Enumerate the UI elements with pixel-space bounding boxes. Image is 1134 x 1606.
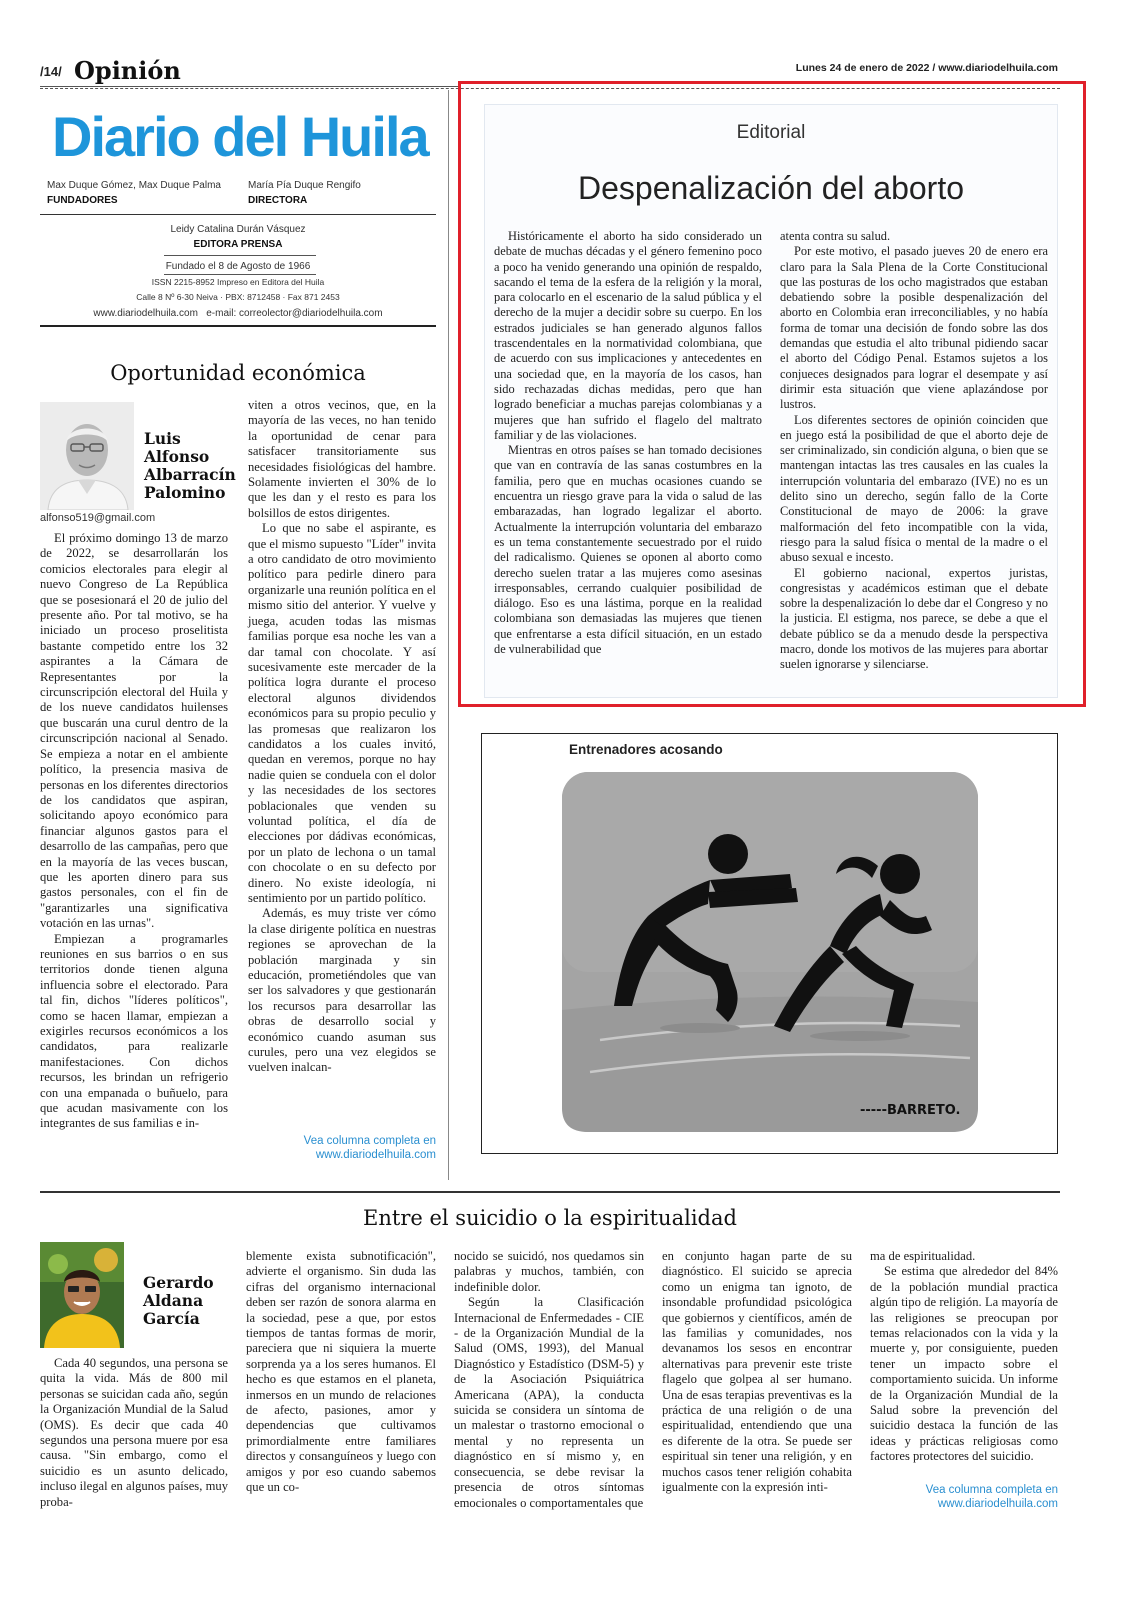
author1-name	[144, 430, 244, 502]
header-date: Lunes 24 de enero de 2022 / www.diariodelhuila.com	[795, 62, 1058, 74]
author2-name-line: Aldana	[143, 1291, 204, 1310]
editor-name: Leidy Catalina Durán Vásquez	[170, 224, 306, 235]
cartoon-image	[560, 770, 980, 1134]
address: Calle 8 Nº 6-30 Neiva · PBX: 8712458 · Fax 871 2453	[136, 292, 340, 302]
cartoon-signature: -----BARRETO.	[860, 1103, 961, 1118]
masthead-bottom-rule	[40, 325, 436, 327]
newspaper-logo: Diario del Huila	[52, 105, 428, 168]
author2-name-line: Gerardo	[143, 1273, 214, 1292]
paragraph: blemente exista subnotificación", advierte el organismo. Sin duda las cifras del organismo internacional deben ser razón de sonora alarma en la sociedad, pese a que, por estos tiempos de tantas formas de morir, pareciera que ni siquiera la muerte sorprenda ya a los seres humanos. El hecho es que estamos en el planeta, inmersos en un mundo de relaciones de afecto, pasiones, amor y dependencias que cultivamos primordialmente entre familiares directos y consanguíneos y luego con amigos y por eso cuando sabemos que un co-	[246, 1249, 436, 1495]
author1-photo	[40, 402, 134, 510]
director-role: DIRECTORA	[248, 195, 308, 206]
header-rule-solid	[40, 86, 460, 87]
paragraph: atenta contra su salud.	[780, 229, 891, 243]
editorial-title: Despenalización del aborto	[577, 170, 965, 206]
column2-text-5	[870, 1249, 1058, 1465]
section-title: Opinión	[74, 56, 181, 85]
paragraph: Cada 40 segundos, una persona se quita la vida. Más de 800 mil personas se suicidan cada año, según la Organización Mundial de la Salud (OMS). Es decir que cada 40 segundos una persona muere por esa causa. "Sin embargo, como el suicidio es un asunto delicado, incluso ilegal en algunos países, muy proba-	[40, 1356, 228, 1509]
column2-text-4	[662, 1249, 852, 1496]
paragraph: El gobierno nacional, expertos juristas, congresistas y académicos estiman que el debate sobre la despenalización lo debe dar el Congreso y no la justicia. El estigma, nos parece, se debe a que el debate público se da a menudo desde la perspectiva macro, donde los motivos de las mujeres para abortar suelen ignorarse y silenciarse.	[780, 565, 1048, 672]
bottom-section-rule	[40, 1191, 1060, 1193]
column1-text-right	[248, 398, 436, 1076]
masthead-rule	[40, 214, 436, 215]
director-name: María Pía Duque Rengifo	[248, 180, 361, 191]
paragraph: Además, es muy triste ver cómo la clase dirigente política en nuestras regiones se aprovechan de la población marginada y sin educación, prometiéndoles que van ser los salvadores y que gestionarán los recursos para desarrollar las obras de desarrollo social y económico cuando asuman sus curules, pero una vez elegidos se vuelven inalcan-	[248, 906, 436, 1075]
editor-rule	[164, 255, 316, 256]
paragraph: en conjunto hagan parte de su diagnóstico. El suicido se aprecia como un enigma tan ignoto, de insondable profundidad psicológica que gobiernos y científicos, amén de las familias y comunidades, nos devanamos los sesos en encontrar alternativas para prevenir este triste flagelo que golpea al ser humano. Una de esas terapias preventivas es la práctica de una religión o de una espiritualidad, entendiendo que una es diferente de la otra. Se puede ser espiritual sin tener una religión, y en muchos casos tener religión cohabita igualmente con la expresión inti-	[662, 1249, 852, 1495]
editorial-kicker: Editorial	[736, 122, 806, 143]
author2-name	[143, 1274, 243, 1328]
founded-rule	[164, 274, 316, 275]
editorial-text-right	[780, 229, 1048, 673]
issn: ISSN 2215-8952 Impreso en Editora del Huila	[151, 277, 325, 287]
paragraph: Empiezan a programarles reuniones en sus barrios o en sus territorios donde tienen alguna influencia sobre el electorado. Para tal fin, dichos "líderes políticos", como se hacen llamar, empiezan a exigirles recursos económicos a los candidatos, para realizarle manifestaciones. Con dichos recursos, les brindan un refrigerio con una empanada o buñuelo, para que acudan masivamente con los integrantes de sus familias e in-	[40, 931, 228, 1131]
author1-name-line: Alfonso	[144, 447, 210, 466]
founders-names: Max Duque Gómez, Max Duque Palma	[47, 180, 221, 191]
paragraph: Según la Clasificación Internacional de Enfermedades - CIE - de la Organización Mundial de la Salud (OMS, 1993), del Manual Diagnóstico y Estadístico (DSM-5) y de la Asociación Psiquiátrica Americana (APA), la conducta suicida se considera un síntoma de un malestar o trastorno emocional o mental y no representa un diagnóstico en sí mismo y, en consecuencia, se debe revisar la presencia de otros síntomas emocionales o comportamentales que	[454, 1295, 644, 1510]
column2-text-3	[454, 1249, 644, 1511]
author2-name-line: García	[143, 1309, 200, 1328]
author2-photo	[40, 1242, 124, 1348]
paragraph: ma de espiritualidad.	[870, 1249, 976, 1263]
paragraph: Lo que no sabe el aspirante, es que el mismo supuesto "Líder" invita a otro candidato de otro movimiento político para pedirle dinero para organizarle una reunión política en el mismo sitio del anterior. Y vuelve y juega, acuden todas las mismas familias porque esa noche les van a dar tamal con chocolate. Y así sucesivamente este mercader de la política logra durante el proceso electoral algunos dividendos económicos para su propio peculio y las promesas que realizaron los candidatos a los cuales invitó, quedan en veremos, porque no hay nadie quien se conduela con el dolor y las necesidades de los sectores poblacionales que venden su voluntad política, el día de elecciones por dádivas económicas, por un plato de lechona o un tamal con chocolate o en su defecto por dinero. No existe ideología, ni sentimiento por un partido político.	[248, 521, 436, 905]
author1-email[interactable]: alfonso519@gmail.com	[40, 512, 156, 524]
paragraph: El próximo domingo 13 de marzo de 2022, se desarrollarán los comicios electorales para elegir al nuevo Congreso de La República que se posesionará el 20 de julio del presente año. Por tal motivo, se ha iniciado un proceso proselitista bastante competido entre los 32 aspirantes a la Cámara de Representantes por la circunscripción electoral del Huila y de los nueve candidatos huilenses que buscarán una curul dentro de la circunscripción nacional al Senado. Se empieza a notar en el ambiente político, la presencia masiva de personas en los diferentes directorios de los candidatos que aspiran, solicitando apoyo económico para financiar algunos gastos para el desarrollo de las campañas, pero que en la mayoría de las veces buscan, que les aporten dinero para sus gastos personales, con el fin de "garantizarles una significativa votación en las urnas".	[40, 531, 228, 931]
contact-line: www.diariodelhuila.com e-mail: correolector@diariodelhuila.com	[93, 308, 383, 319]
column1-text-left	[40, 531, 228, 1132]
column2-text-2	[246, 1249, 436, 1496]
editorial-text-left	[494, 229, 762, 657]
author1-name-line: Albarracín	[144, 465, 236, 484]
cartoon-title: Entrenadores acosando	[569, 742, 723, 757]
column1-title: Oportunidad económica	[110, 361, 366, 385]
founders-role: FUNDADORES	[47, 195, 118, 206]
paragraph: Mientras en otros países se han tomado decisiones que van en contravía de las sanas costumbres en la familia, pero que en muchas ocasiones cuando se encuentra un riesgo grave para la vida o salud de las embarazadas, han logrado legalizar el aborto. Actualmente la interrupción voluntaria del embarazo es un tema constantemente secuestrado por el ruido del radicalismo. Quienes se oponen al aborto como derecho suelen tratar a las mujeres como asesinas irresponsables, cerrando cualquier posibilidad de diálogo. Eso es una lástima, porque en la realidad colombiana son demasiadas las mujeres que tienen que enfrentarse a esta difícil situación, en un estado de vulnerabilidad que	[494, 443, 762, 657]
page-number: /14/	[40, 64, 62, 79]
paragraph: Se estima que alrededor del 84% de la población mundial practica algún tipo de religión. La mayoría de las religiones se preocupan por temas relacionados con la vida y la muerte y, por consiguiente, pueden tener un impacto sobre el comportamiento suicida. Un informe de la Organización Mundial de la Salud sobre la prevención del suicidio destaca la función de las ideas y prácticas religiosas como factores protectores del suicidio.	[870, 1264, 1058, 1464]
author1-name-line: Luis	[144, 429, 181, 448]
paragraph: Por este motivo, el pasado jueves 20 de enero era claro para la Sala Plena de la Corte Constitucional que las posturas de los ocho magistrados que estaban debatiendo sobre la posible despenalización del aborto en Colombia eran irreconciliables, y no había forma de tomar una decisión de fondo sobre las dos demandas que estudia el alto tribunal pidiendo sacar el aborto del Código Penal. Estamos sujetos a los conjueces designados para lograr el desempate y así dirimir esta situación que viene aplazándose por lustros.	[780, 244, 1048, 412]
column2-title: Entre el suicidio o la espiritualidad	[363, 1206, 737, 1230]
column1-more-link[interactable]: Vea columna completa en www.diariodelhuila.com	[303, 1135, 436, 1161]
editor-role: EDITORA PRENSA	[193, 239, 283, 250]
paragraph: Históricamente el aborto ha sido considerado un debate de muchas décadas y el género femenino poco a poco ha venido generando una opinión de respaldo, sacando el tema de la esfera de la religión y la moral, para colocarlo en el escenario de la salud pública y el derecho de la mujer a decidir sobre su cuerpo. En los estrados judiciales se han generado algunos fallos trascendentales en la normatividad colombiana, que de acuerdo con sus implicaciones y antecedentes en una sociedad que, en la mayoría de los casos, han sido rechazadas dichas medidas, pero que han logrado beneficiar a muchas parejas colombianas y a mujeres que han sufrido el flagelo del maltrato familiar y de las violaciones.	[494, 229, 762, 442]
founded-date: Fundado el 8 de Agosto de 1966	[165, 261, 311, 272]
column-divider	[448, 90, 449, 1180]
author1-name-line: Palomino	[144, 483, 226, 502]
paragraph: nocido se suicidó, nos quedamos sin palabras y muchos, también, con indefinible dolor.	[454, 1249, 644, 1294]
column2-text-1	[40, 1356, 228, 1510]
paragraph: viten a otros vecinos, que, en la mayoría de las veces, no han tenido la oportunidad de cenar para satisfacer transitoriamente sus necesidades fisiológicas del hambre. Solamente invierten el 30% de lo que les dan y el resto es para los bolsillos de estos dirigentes.	[248, 398, 436, 520]
paragraph: Los diferentes sectores de opinión coinciden que en juego está la posibilidad de que el aborto deje de ser criminalizado, sin condición alguna, o bien que se mantengan intactas las tres causales en las cuales la interrupción voluntaria del embarazo (IVE) no es un delito sino un derecho, según fallo de la Corte Constitucional de mayo de 2006: la grave malformación del feto incompatible con la vida, riesgo para la salud física o mental de la madre o el abuso sexual e incesto.	[780, 412, 1048, 565]
column2-more-link[interactable]: Vea columna completa en www.diariodelhuila.com	[925, 1484, 1058, 1510]
